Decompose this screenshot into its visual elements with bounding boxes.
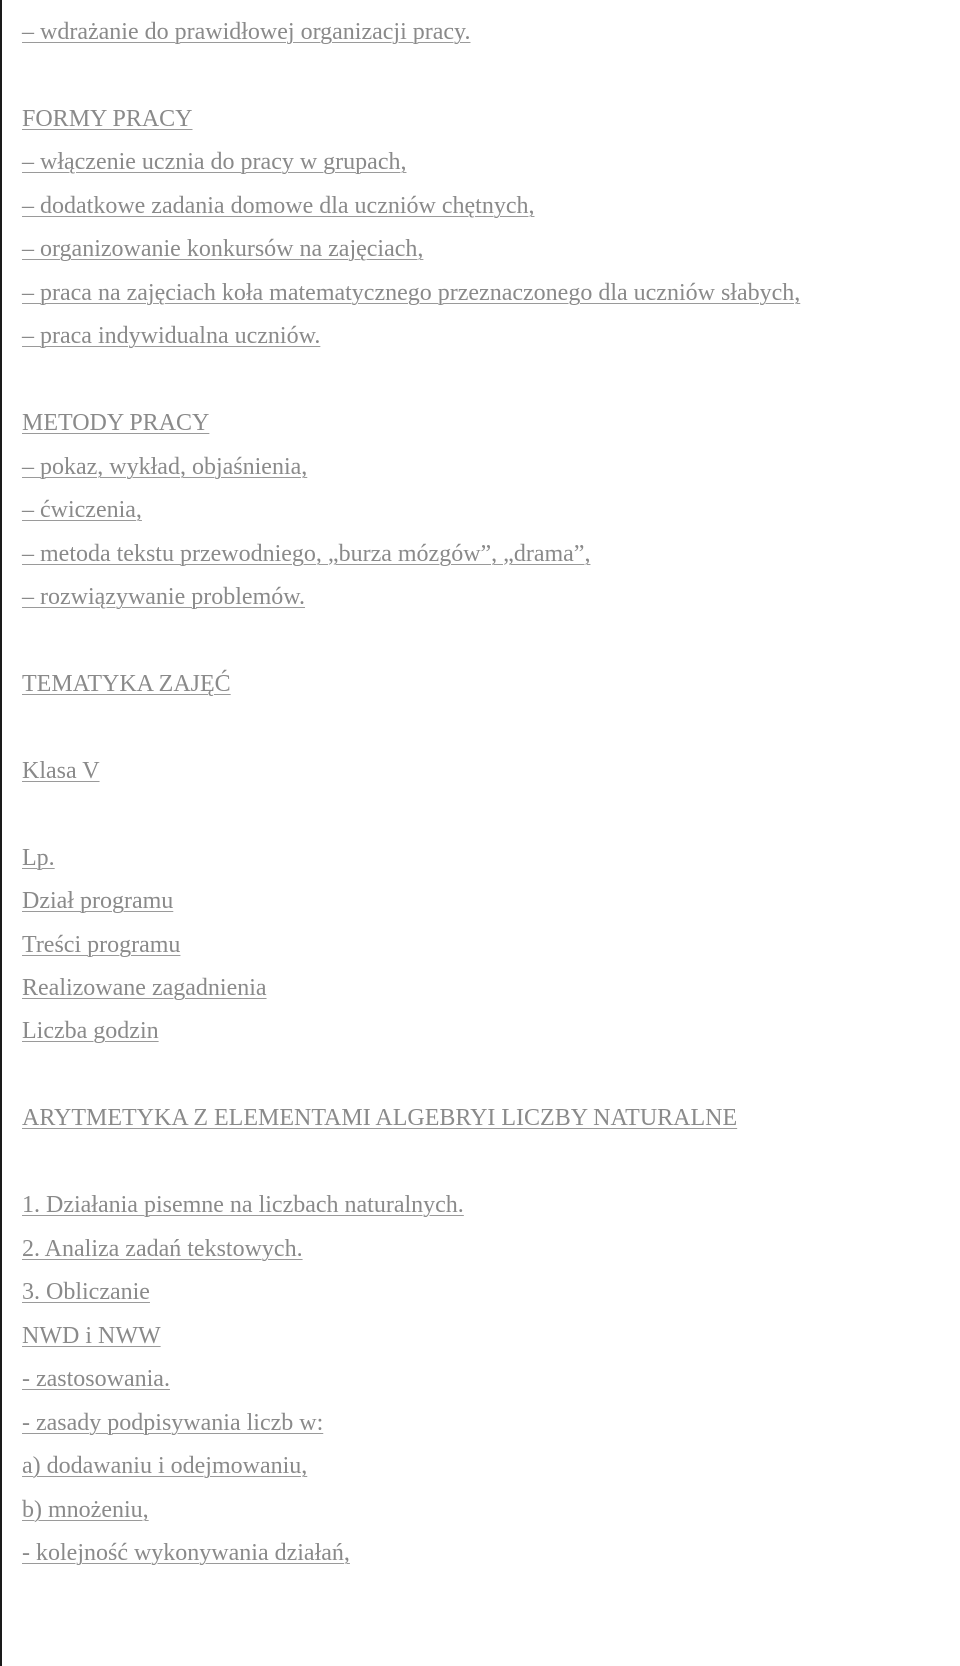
forms-heading[interactable]: FORMY PRACY xyxy=(22,106,193,132)
section-line[interactable]: NWD i NWW xyxy=(22,1323,161,1349)
forms-item[interactable]: – włączenie ucznia do pracy w grupach, xyxy=(22,149,407,175)
forms-item[interactable]: – praca indywidualna uczniów. xyxy=(22,323,321,349)
section-line[interactable]: 2. Analiza zadań tekstowych. xyxy=(22,1236,303,1262)
section-heading[interactable]: ARYTMETYKA Z ELEMENTAMI ALGEBRYI LICZBY NATURALNE xyxy=(22,1105,738,1131)
forms-item[interactable]: – praca na zajęciach koła matematycznego przeznaczonego dla uczniów słabych, xyxy=(22,280,801,306)
page-left-border xyxy=(0,0,2,1666)
class-label[interactable]: Klasa V xyxy=(22,758,100,784)
methods-item[interactable]: – ćwiczenia, xyxy=(22,497,142,523)
table-header-content[interactable]: Treści programu xyxy=(22,932,181,958)
methods-item[interactable]: – rozwiązywanie problemów. xyxy=(22,584,306,610)
table-header-hours[interactable]: Liczba godzin xyxy=(22,1018,159,1044)
goal-item[interactable]: – wdrażanie do prawidłowej organizacji pracy. xyxy=(22,19,471,45)
forms-item[interactable]: – dodatkowe zadania domowe dla uczniów chętnych, xyxy=(22,193,535,219)
section-line[interactable]: b) mnożeniu, xyxy=(22,1497,149,1523)
table-header-section[interactable]: Dział programu xyxy=(22,888,174,914)
methods-heading[interactable]: METODY PRACY xyxy=(22,410,210,436)
table-header-issues[interactable]: Realizowane zagadnienia xyxy=(22,975,267,1001)
section-line[interactable]: - kolejność wykonywania działań, xyxy=(22,1540,350,1566)
section-line[interactable]: - zastosowania. xyxy=(22,1366,170,1392)
section-line[interactable]: 1. Działania pisemne na liczbach naturalnych. xyxy=(22,1192,464,1218)
forms-item[interactable]: – organizowanie konkursów na zajęciach, xyxy=(22,236,424,262)
section-line[interactable]: 3. Obliczanie xyxy=(22,1279,150,1305)
section-line[interactable]: a) dodawaniu i odejmowaniu, xyxy=(22,1453,308,1479)
table-header-number[interactable]: Lp. xyxy=(22,845,55,871)
methods-item[interactable]: – pokaz, wykład, objaśnienia, xyxy=(22,454,308,480)
section-line[interactable]: - zasady podpisywania liczb w: xyxy=(22,1410,324,1436)
topics-heading[interactable]: TEMATYKA ZAJĘĆ xyxy=(22,671,231,697)
methods-item[interactable]: – metoda tekstu przewodniego, „burza mózgów”, „drama”, xyxy=(22,541,591,567)
